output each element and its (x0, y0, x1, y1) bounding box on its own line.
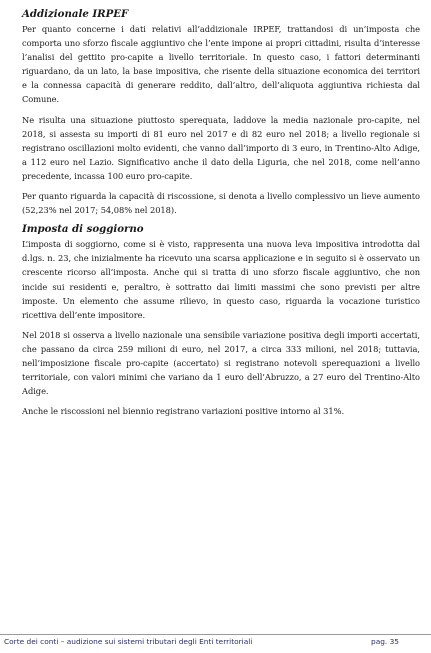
footer-title: Corte dei conti – audizione sui sistemi tributari degli Enti territoriali (4, 637, 253, 646)
paragraph: Ne risulta una situazione piuttosto sperequata, laddove la media nazionale pro-capite, nel 2018, si assesta su importi di 81 euro nel 2017 e di 82 euro nel 2018; a livello regionale si registrano oscillazioni molto evidenti, che vanno dall’importo di 3 euro, in Trentino-Alto Adige, a 112 euro nel Lazio. Significativo anche il dato della Liguria, che nel 2018, come nell’anno precedente, incassa 100 euro pro-capite. (22, 114, 420, 181)
page-number: pag. 35 (371, 637, 400, 646)
section-heading-imposta-di-soggiorno: Imposta di soggiorno (22, 223, 144, 236)
paragraph: Per quanto concerne i dati relativi all’addizionale IRPEF, trattandosi di un’imposta che comporta uno sforzo fiscale aggiuntivo che l’ente impone ai propri cittadini, risulta d’interesse l’analisi del gettito pro-capite a livello territoriale. In questo caso, i fattori determinanti riguardano, da un lato, la base impositiva, che risente della situazione economica dei territori e la connessa capacità di generare reddito, dall’altro, dell’aliquota aggiuntiva richiesta dal Comune. (22, 24, 420, 105)
section-heading-addizionale-irpef: Addizionale IRPEF (22, 8, 129, 20)
paragraph: Anche le riscossioni nel biennio registrano variazioni positive intorno al 31%. (22, 406, 345, 417)
paragraph: L’imposta di soggiorno, come si è visto, rappresenta una nuova leva impositiva introdotta dal d.lgs. n. 23, che inizialmente ha ricevuto una scarsa applicazione e in seguito si è osservato un crescente ricorso all’imposta. Anche qui si tratta di uno sforzo fiscale aggiuntivo, che non incide sui residenti e, peraltro, è sottratto dai limiti massimi che sono previsti per altre imposte. Un elemento che assume rilievo, in questo caso, riguarda la vocazione turistico ricettiva dell’ente impositore. (22, 239, 420, 320)
paragraph: Nel 2018 si osserva a livello nazionale una sensibile variazione positiva degli importi accertati, che passano da circa 259 milioni di euro, nel 2017, a circa 333 milioni, nel 2018; tuttavia, nell’imposizione fiscale pro-capite (accertato) si registrano notevoli sperequazioni a livello territoriale, con valori minimi che variano da 1 euro dell’Abruzzo, a 27 euro del Trentino-Alto Adige. (22, 329, 420, 397)
page-footer (0, 634, 431, 653)
document-page (22, 8, 420, 424)
paragraph: Per quanto riguarda la capacità di riscossione, si denota a livello complessivo un lieve aumento (52,23% nel 2017; 54,08% nel 2018). (22, 191, 420, 216)
footer-divider (0, 634, 431, 635)
